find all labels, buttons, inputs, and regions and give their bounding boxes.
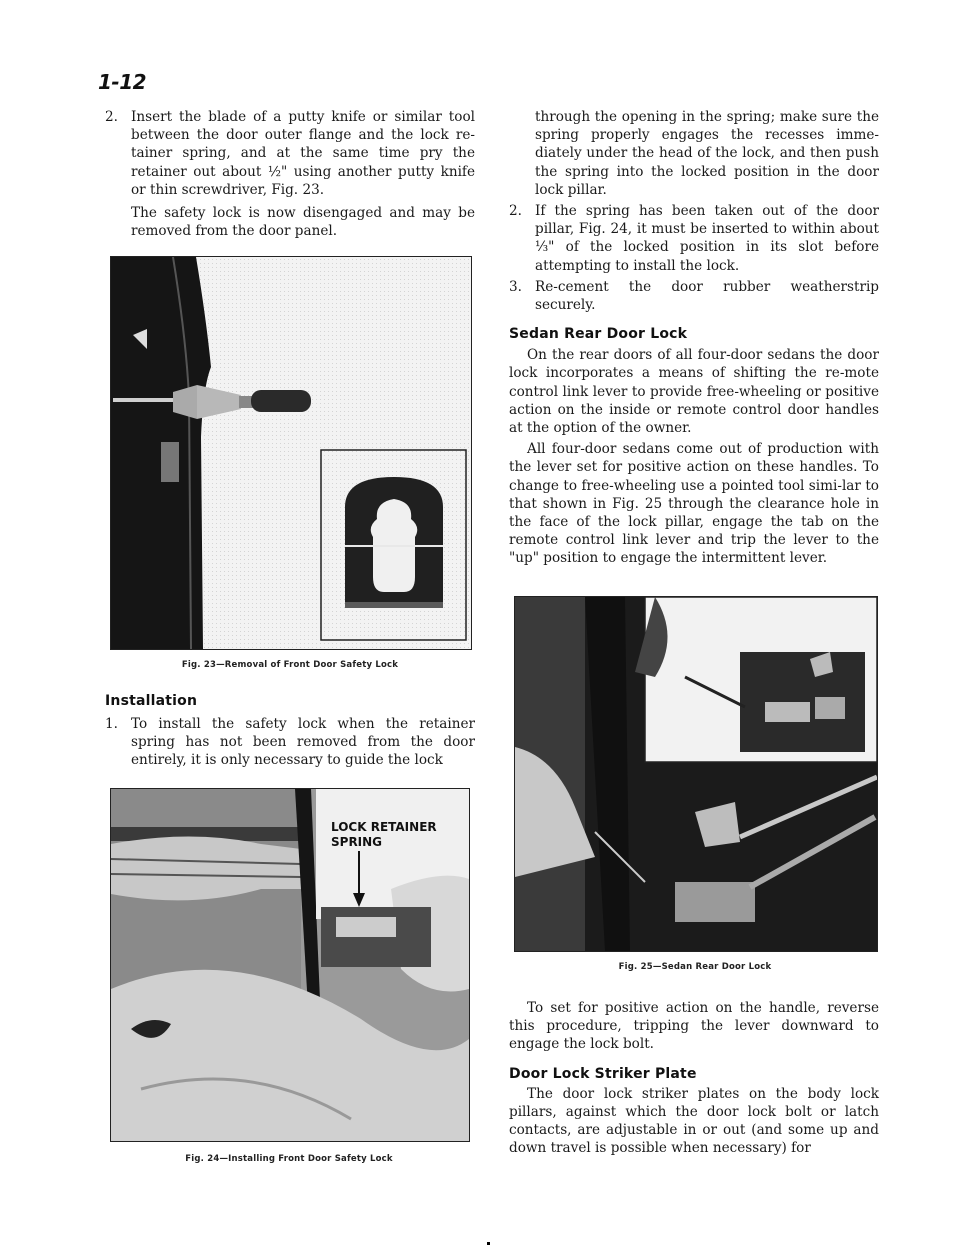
step-text: To install the safety lock when the retainer spring has not been removed from the door entirely, it is only necessary to guide the lock	[131, 716, 475, 769]
continued-text: through the opening in the spring; make sure the spring properly engages the recesses imme-diately under the head of the lock, and then push the spring into the locked position in the door lock pillar.	[535, 109, 879, 198]
sedan-rear-door-lock-heading: Sedan Rear Door Lock	[509, 326, 688, 343]
figure-24-photo	[110, 788, 470, 1142]
sedan-paragraph-3: To set for positive action on the handle, reverse this procedure, tripping the lever downward to engage the lock bolt.	[509, 1000, 879, 1053]
striker-paragraph-1: The door lock striker plates on the body lock pillars, against which the door lock bolt or latch contacts, are adjustable in or out (and some up and down travel is possible when necessary) for	[509, 1085, 879, 1157]
figure-23-caption: Fig. 23—Removal of Front Door Safety Lock	[181, 660, 399, 670]
page-mark	[487, 1242, 490, 1245]
installation-step-1	[105, 715, 475, 770]
installation-section	[105, 693, 475, 770]
page-number: 1-12	[98, 70, 147, 94]
figure-25-photo	[514, 596, 878, 952]
step-2	[105, 108, 475, 199]
step-number: 3.	[509, 278, 522, 295]
right-column-top	[509, 108, 879, 568]
sedan-paragraph-1: On the rear doors of all four-door sedans the door lock incorporates a means of shifting the re-mote control link lever to provide free-wheeling or positive action on the inside or remote control door handles at the option of the owner.	[509, 347, 879, 437]
installation-step-3	[509, 278, 879, 314]
step-text: Re-cement the door rubber weatherstrip securely.	[535, 278, 879, 314]
step-number: 2.	[509, 203, 522, 220]
right-column-bottom	[509, 999, 879, 1157]
step-2-note: The safety lock is now disengaged and may be removed from the door panel.	[131, 205, 475, 240]
step-number: 2.	[105, 109, 118, 125]
left-column-top	[105, 108, 475, 240]
installation-heading: Installation	[105, 693, 198, 709]
figure-23-photo	[110, 256, 472, 650]
figure-25-caption: Fig. 25—Sedan Rear Door Lock	[618, 962, 772, 972]
figure-24-caption: Fig. 24—Installing Front Door Safety Lock	[185, 1154, 393, 1164]
step-text: If the spring has been taken out of the door pillar, Fig. 24, it must be inserted to within about ⅓" of the locked position in its slot before attempting to install the lock.	[535, 203, 879, 274]
figure-24-label-line-2: SPRING	[331, 835, 383, 849]
striker-plate-heading: Door Lock Striker Plate	[509, 1065, 697, 1082]
figure-24-label-line-1: LOCK RETAINER	[331, 820, 437, 834]
sedan-paragraph-2: All four-door sedans come out of production with the lever set for positive action on these handles. To change to free-wheeling use a pointed tool simi-lar to that shown in Fig. 25 through the clearance hole in the face of the lock pillar, engage the tab on the remote control link lever and trip the lever to the "up" position to engage the intermittent lever.	[509, 441, 879, 567]
step-text: Insert the blade of a putty knife or similar tool between the door outer flange and the lock re-tainer spring, and at the same time pry the retainer out about ½" using another putty knife or thin screwdriver, Fig. 23.	[131, 109, 475, 198]
step-number: 1.	[105, 716, 118, 732]
installation-step-2	[509, 202, 879, 275]
